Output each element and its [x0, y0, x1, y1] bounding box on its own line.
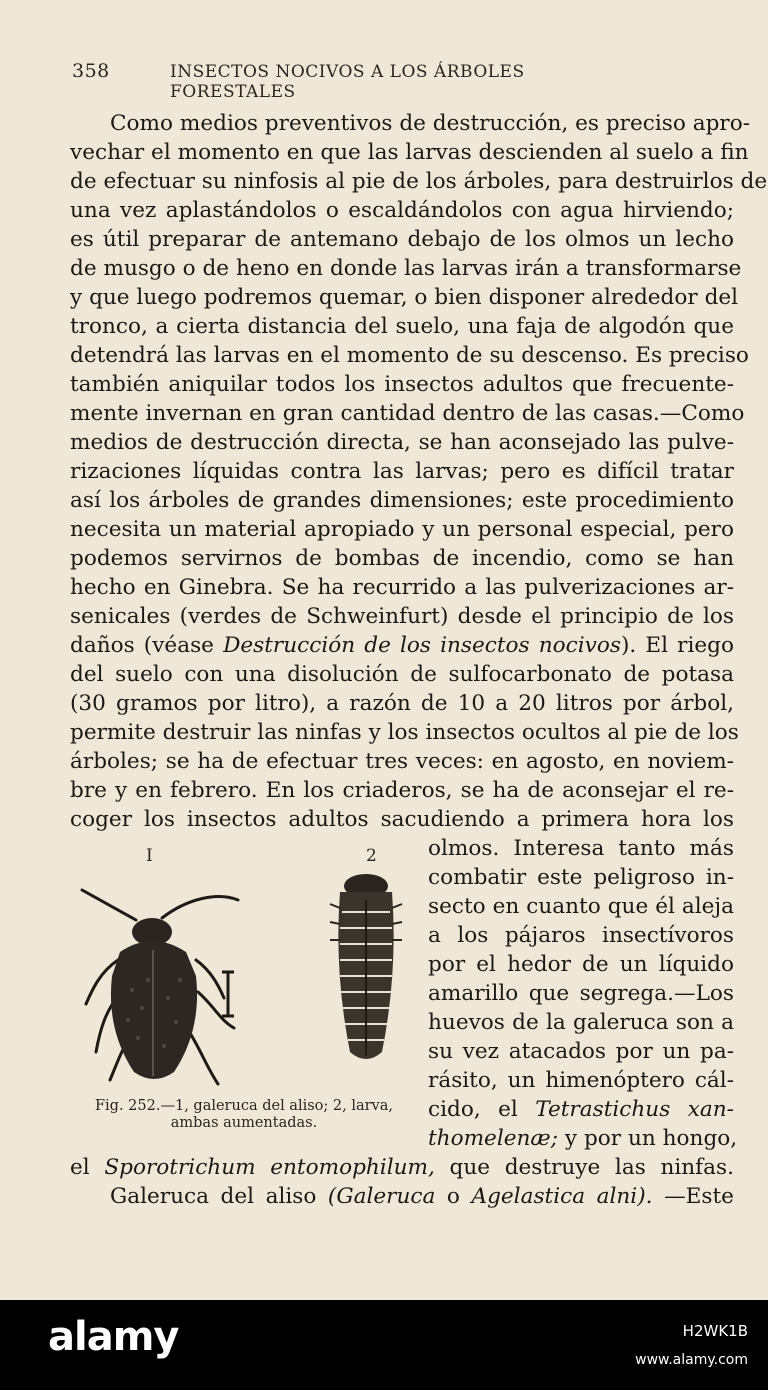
text-line: por el hedor de un líquido: [428, 952, 734, 977]
figure-label-2: 2: [366, 846, 377, 866]
text-run: o: [446, 1184, 460, 1209]
text-line: permite destruir las ninfas y los insectos ocultos al pie de los: [70, 720, 739, 745]
text-line: detendrá las larvas en el momento de su descenso. Es preciso: [70, 343, 749, 368]
text-line: amarillo que segrega.—Los: [428, 981, 734, 1006]
text-line: vechar el momento en que las larvas descienden al suelo a fin: [70, 140, 749, 165]
text-run: Galeruca del aliso: [110, 1184, 317, 1209]
larva-illustration: [328, 872, 404, 1072]
brand-logo: alamy: [48, 1314, 179, 1360]
figure-label-1: I: [146, 846, 153, 866]
text-line: es útil preparar de antemano debajo de los olmos un lecho: [70, 227, 734, 252]
text-line: coger los insectos adultos sacudiendo a primera hora los: [70, 807, 734, 832]
text-line: mente invernan en gran cantidad dentro de las casas.—Como: [70, 401, 745, 426]
text-line: [428, 1095, 734, 1124]
text-line: [70, 631, 734, 660]
text-line: necesita un material apropiado y un personal especial, pero: [70, 517, 734, 542]
text-line: [70, 1182, 734, 1211]
text-line: de efectuar su ninfosis al pie de los árboles, para destruirlos de: [70, 169, 768, 194]
text-line: del suelo con una disolución de sulfocarbonato de potasa: [70, 662, 734, 687]
text-line: huevos de la galeruca son a: [428, 1010, 734, 1035]
beetle-illustration: [78, 880, 258, 1090]
text-line: combatir este peligroso in-: [428, 865, 734, 890]
text-line: rizaciones líquidas contra las larvas; pero es difícil tratar: [70, 459, 734, 484]
text-run: daños (véase: [70, 633, 214, 658]
italic-species: Tetrastichus xan-: [535, 1097, 734, 1122]
text-line: su vez atacados por un pa-: [428, 1039, 734, 1064]
stock-footer-bar: [0, 1300, 768, 1390]
text-line: así los árboles de grandes dimensiones; este procedimiento: [70, 488, 734, 513]
italic-species: (Galeruca: [327, 1184, 436, 1209]
text-line: olmos. Interesa tanto más: [428, 836, 734, 861]
text-line: [428, 1124, 738, 1153]
running-title: INSECTOS NOCIVOS A LOS ÁRBOLES FORESTALES: [170, 62, 525, 102]
page-header: [72, 60, 652, 102]
italic-title: Destrucción de los insectos nocivos: [223, 633, 621, 658]
caption-line-1: Fig. 252.—1, galeruca del aliso; 2, larva,: [94, 1098, 393, 1114]
text-line: [70, 1153, 734, 1182]
text-line: secto en cuanto que él aleja: [428, 894, 734, 919]
page-number: 358: [72, 60, 110, 82]
text-run: que destruye las ninfas.: [449, 1155, 734, 1180]
site-url: www.alamy.com: [635, 1352, 748, 1368]
text-line: senicales (verdes de Schweinfurt) desde el principio de los: [70, 604, 734, 629]
caption-line-2: ambas aumentadas.: [170, 1115, 318, 1131]
text-run: ). El riego: [620, 633, 734, 658]
text-run: y por un hongo,: [564, 1126, 738, 1151]
text-line: hecho en Ginebra. Se ha recurrido a las pulverizaciones ar-: [70, 575, 734, 600]
italic-species: Sporotrichum entomophilum,: [104, 1155, 435, 1180]
text-line: podemos servirnos de bombas de incendio, como se han: [70, 546, 734, 571]
text-line: a los pájaros insectívoros: [428, 923, 734, 948]
image-code: H2WK1B: [682, 1322, 748, 1340]
text-run: —Este: [664, 1184, 734, 1209]
text-line: también aniquilar todos los insectos adultos que frecuente-: [70, 372, 734, 397]
text-line: medios de destrucción directa, se han aconsejado las pulve-: [70, 430, 734, 455]
text-line: tronco, a cierta distancia del suelo, una faja de algodón que: [70, 314, 734, 339]
text-line: árboles; se ha de efectuar tres veces: en agosto, en noviem-: [70, 749, 734, 774]
figure-caption: [70, 1098, 418, 1132]
beetle-body: [111, 941, 197, 1079]
text-run: cido, el: [428, 1097, 518, 1122]
text-line: y que luego podremos quemar, o bien disponer alrededor del: [70, 285, 739, 310]
text-line: (30 gramos por litro), a razón de 10 a 20 litros por árbol,: [70, 691, 734, 716]
italic-species: thomelenæ;: [428, 1126, 559, 1151]
italic-species: Agelastica alni).: [471, 1184, 653, 1209]
figure-252: [70, 842, 418, 1142]
text-line: rásito, un himenóptero cál-: [428, 1068, 734, 1093]
text-line: una vez aplastándolos o escaldándolos con agua hirviendo;: [70, 198, 734, 223]
text-run: el: [70, 1155, 90, 1180]
text-line: bre y en febrero. En los criaderos, se ha de aconsejar el re-: [70, 778, 734, 803]
text-line: Como medios preventivos de destrucción, es preciso apro-: [110, 111, 751, 136]
text-line: de musgo o de heno en donde las larvas irán a transformarse: [70, 256, 742, 281]
